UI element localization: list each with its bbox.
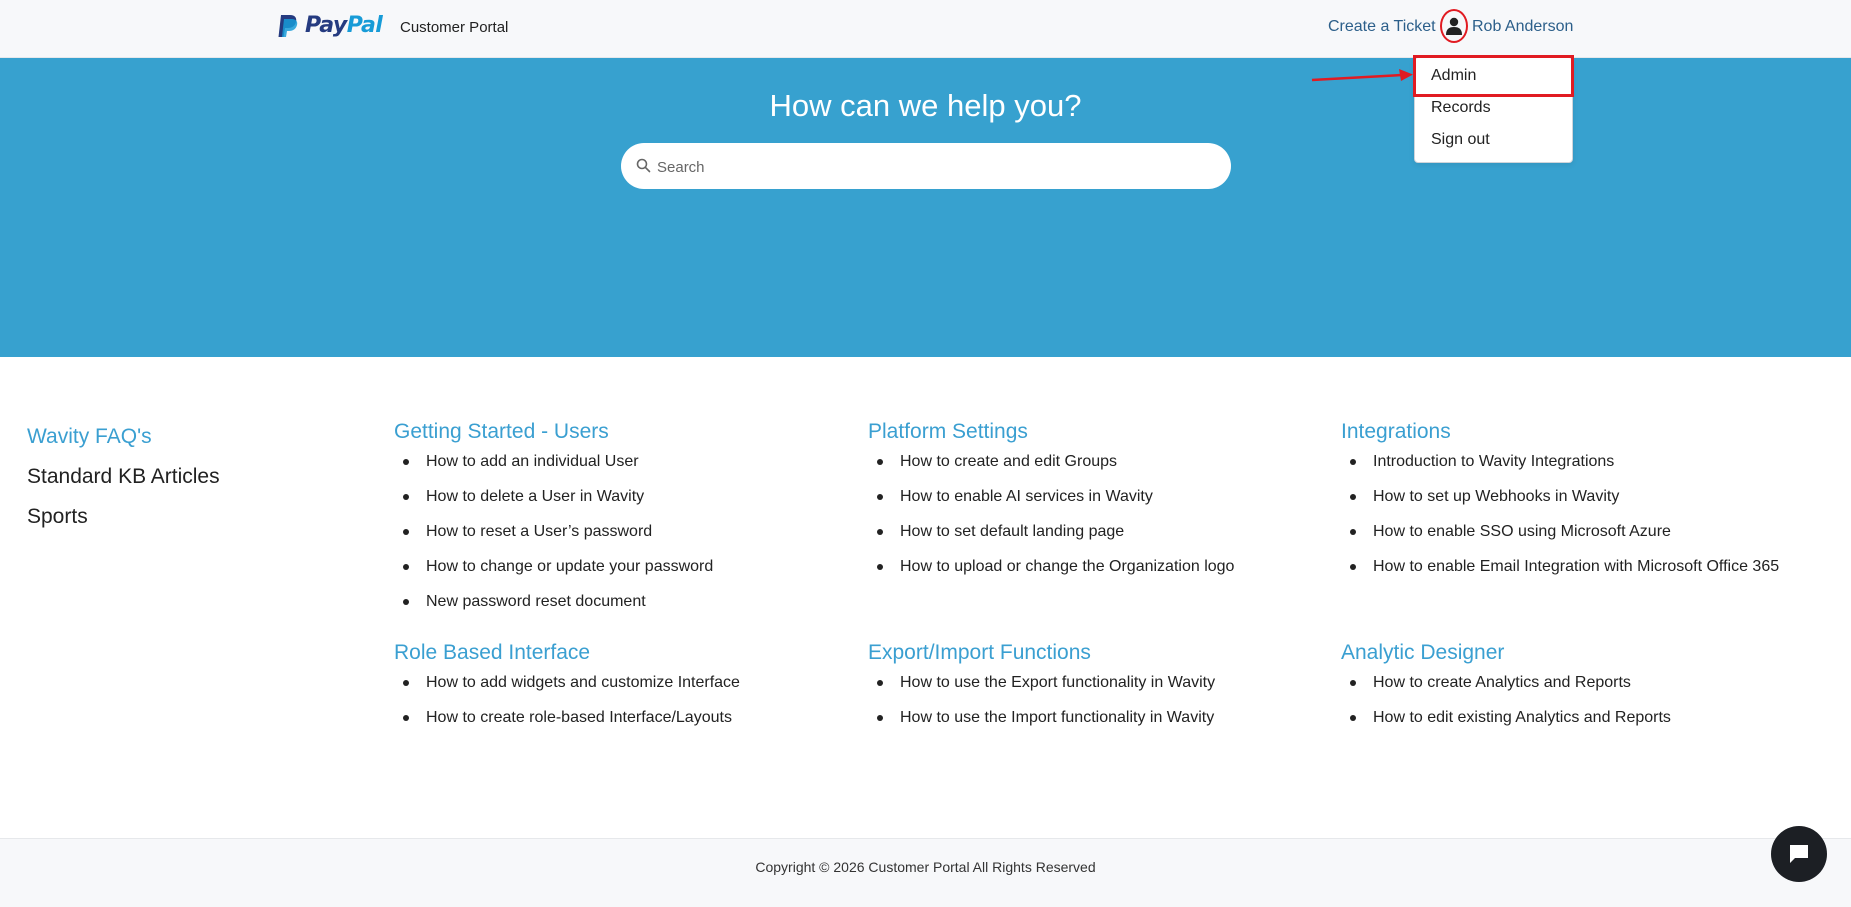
menu-item-admin[interactable]: Admin [1431, 67, 1477, 84]
section-title[interactable]: Analytic Designer [1341, 641, 1505, 664]
article-link[interactable] [868, 665, 1215, 700]
article-label: Introduction to Wavity Integrations [1373, 453, 1615, 470]
section-getting-started-users [394, 420, 713, 619]
article-link[interactable] [394, 479, 713, 514]
article-list [394, 665, 740, 735]
article-link[interactable] [394, 700, 740, 735]
article-label: How to reset a User’s password [426, 523, 653, 540]
article-link[interactable] [394, 514, 713, 549]
bullet [1350, 529, 1356, 535]
admin-highlight-box [1413, 55, 1574, 97]
section-integrations [1341, 420, 1779, 584]
bullet [1350, 494, 1356, 500]
article-label: How to edit existing Analytics and Reports [1373, 709, 1671, 726]
section-title[interactable]: Integrations [1341, 420, 1451, 443]
menu-item-records[interactable]: Records [1431, 99, 1491, 116]
article-link[interactable] [868, 700, 1215, 735]
article-list [1341, 665, 1671, 735]
article-label: How to use the Import functionality in Wavity [900, 709, 1215, 726]
article-label: How to delete a User in Wavity [426, 488, 645, 505]
search-bar[interactable] [621, 143, 1231, 189]
article-link[interactable] [868, 479, 1234, 514]
bullet [877, 459, 883, 465]
portal-title: Customer Portal [400, 19, 509, 36]
article-link[interactable] [394, 444, 713, 479]
article-label: How to use the Export functionality in Wavity [900, 674, 1216, 691]
article-link[interactable] [394, 549, 713, 584]
article-link[interactable] [394, 665, 740, 700]
chat-button[interactable] [1771, 826, 1827, 882]
chat-icon [1787, 842, 1811, 866]
article-link[interactable] [1341, 479, 1779, 514]
section-platform-settings [868, 420, 1234, 584]
article-list [868, 665, 1215, 735]
article-label: How to create Analytics and Reports [1373, 674, 1631, 691]
section-title[interactable]: Export/Import Functions [868, 641, 1091, 664]
bullet [1350, 459, 1356, 465]
article-label: How to create role-based Interface/Layouts [426, 709, 732, 726]
sidebar-item-standard-kb-articles[interactable]: Standard KB Articles [27, 465, 220, 488]
article-link[interactable] [1341, 444, 1779, 479]
bullet [877, 494, 883, 500]
bullet [877, 564, 883, 570]
hero-title: How can we help you? [769, 88, 1082, 123]
article-link[interactable] [868, 549, 1234, 584]
menu-item-sign-out[interactable]: Sign out [1431, 131, 1490, 148]
article-label: How to enable SSO using Microsoft Azure [1373, 523, 1671, 540]
paypal-logo[interactable] [277, 13, 382, 38]
hero-banner [0, 58, 1851, 357]
article-label: How to set default landing page [900, 523, 1125, 540]
search-input[interactable] [655, 143, 1219, 191]
bullet [403, 459, 409, 465]
bullet [877, 529, 883, 535]
paypal-logo-icon [277, 14, 299, 38]
article-label: How to add widgets and customize Interface [426, 674, 740, 691]
search-icon [636, 158, 651, 173]
bullet [403, 680, 409, 686]
article-label: New password reset document [426, 593, 646, 610]
article-link[interactable] [1341, 665, 1671, 700]
logo-wordmark-pay: Pay [305, 13, 347, 38]
bullet [403, 529, 409, 535]
section-export-import-functions [868, 641, 1215, 735]
user-name-link[interactable]: Rob Anderson [1472, 18, 1574, 35]
article-list [868, 444, 1234, 584]
user-avatar-button[interactable] [1440, 9, 1468, 43]
section-analytic-designer [1341, 641, 1671, 735]
bullet [1350, 715, 1356, 721]
bullet [403, 715, 409, 721]
bullet [877, 680, 883, 686]
section-role-based-interface [394, 641, 740, 735]
create-ticket-link[interactable]: Create a Ticket [1328, 18, 1436, 35]
article-link[interactable] [1341, 549, 1779, 584]
article-label: How to upload or change the Organization logo [900, 558, 1235, 575]
sidebar-item-wavity-faqs[interactable]: Wavity FAQ's [27, 425, 152, 448]
article-list [394, 444, 713, 619]
bullet [1350, 564, 1356, 570]
annotation-arrow-icon [1310, 68, 1414, 84]
article-link[interactable] [868, 444, 1234, 479]
article-label: How to enable Email Integration with Microsoft Office 365 [1373, 558, 1780, 575]
article-label: How to enable AI services in Wavity [900, 488, 1153, 505]
bullet [877, 715, 883, 721]
top-navbar [0, 0, 1851, 58]
bullet [403, 564, 409, 570]
sidebar-item-sports[interactable]: Sports [27, 505, 88, 528]
article-list [1341, 444, 1779, 584]
article-link[interactable] [1341, 514, 1779, 549]
footer [0, 838, 1851, 907]
logo-wordmark-pal: Pal [346, 13, 383, 38]
article-label: How to set up Webhooks in Wavity [1373, 488, 1620, 505]
article-label: How to create and edit Groups [900, 453, 1118, 470]
bullet [403, 599, 409, 605]
logo-wordmark [305, 13, 382, 38]
bullet [1350, 680, 1356, 686]
article-label: How to add an individual User [426, 453, 639, 470]
article-link[interactable] [394, 584, 713, 619]
section-title[interactable]: Platform Settings [868, 420, 1028, 443]
section-title[interactable]: Role Based Interface [394, 641, 591, 664]
article-link[interactable] [868, 514, 1234, 549]
user-icon [1445, 16, 1463, 36]
section-title[interactable]: Getting Started - Users [394, 420, 609, 443]
article-label: How to change or update your password [426, 558, 714, 575]
bullet [403, 494, 409, 500]
copyright-text: Copyright © 2026 Customer Portal All Rights Reserved [755, 859, 1096, 875]
article-link[interactable] [1341, 700, 1671, 735]
